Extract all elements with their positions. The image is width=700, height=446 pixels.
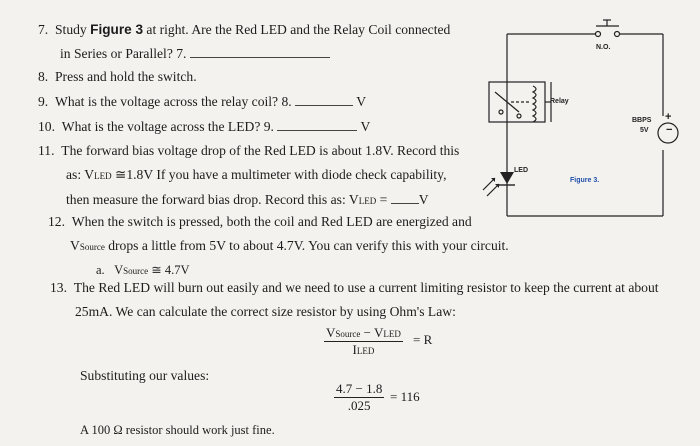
figure-reference: Figure 3 [90,22,144,37]
q12-sub-a-label: a. [96,263,105,277]
q7-line2-text: in Series or Parallel? 7. [60,46,187,61]
q8-number: 8. [38,69,49,84]
q12-vsource-sub: Source [79,242,105,252]
calc-denominator: .025 [347,398,371,413]
q12-sub-a-v: V [114,263,124,277]
relay-label: Relay [550,98,569,105]
q12-vsource-label: V [70,238,80,253]
q12-line1 [48,214,472,230]
q10-number: 10. [38,119,55,134]
q11-vled-sub-2: LED [358,196,377,206]
q12-sub-a-sub: Source [123,266,149,276]
calc-fraction [334,381,384,414]
q12-sub-a-value: ≅ 4.7V [148,263,190,277]
q11-number: 11. [38,143,55,158]
switch-label: N.O. [596,44,611,51]
q7-text-a: Study [55,22,91,37]
q8-text: Press and hold the switch. [55,69,197,84]
q13-number: 13. [50,280,67,295]
q11-equals: = [376,192,388,207]
q11-line3-text: then measure the forward bias drop. Record this as: V [66,192,359,207]
switch-contact-right [615,32,620,37]
q11-vled-label: as: V [66,167,95,182]
answer-blank-8[interactable] [295,93,353,106]
calc-numerator: 4.7 − 1.8 [336,381,383,396]
answer-blank-vled[interactable] [391,191,419,204]
q9-text: What is the voltage across the relay coil? 8. [55,94,292,109]
q7-line2 [60,45,330,62]
q11-unit: V [418,192,429,207]
q11-line3 [66,191,429,209]
formula-numerator [324,325,403,342]
q9-unit: V [356,94,367,109]
calc-result: = 116 [390,389,420,404]
q13-line2 [75,304,456,320]
q11-line1-text: The forward bias voltage drop of the Red LED is about 1.8V. Record this [61,143,460,158]
q9 [38,93,366,110]
formula-source-sub: Source [335,329,361,339]
battery-minus: − [666,124,673,136]
answer-blank-7[interactable] [190,45,330,58]
q12-line2 [70,238,509,255]
q11-line2-text: ≅1.8V If you have a multimeter with diode check capability, [111,167,447,182]
q10-text: What is the voltage across the LED? 9. [61,119,274,134]
q12-sub-a [96,262,189,279]
ohms-law-fraction [324,325,403,358]
relay-contact-a [499,110,503,114]
led-label: LED [514,167,528,174]
q7-text-b: at right. Are the Red LED and the Relay Coil connected [143,22,451,37]
q11-vled-sub: LED [94,171,112,181]
figure-caption: Figure 3. [570,177,600,184]
formula-i-sub: LED [356,346,375,356]
q12-line2-text: drops a little from 5V to about 4.7V. You can verify this with your circuit. [104,238,509,253]
formula-i: I [352,342,357,357]
formula-denominator [324,342,403,358]
formula-v: V [326,325,336,340]
battery-plus: + [665,111,672,123]
relay-contact-b [517,114,521,118]
q8 [38,69,197,85]
led-symbol [500,172,514,184]
formula-minus-v: − V [360,325,384,340]
q9-number: 9. [38,94,49,109]
q12-line1-text: When the switch is pressed, both the coil and Red LED are energized and [71,214,472,229]
formula-led-sub: LED [383,329,401,339]
answer-blank-9[interactable] [277,118,357,131]
relay-coil [533,86,536,122]
q12-number: 12. [48,214,65,229]
source-label: BBPS [632,117,652,124]
q10-unit: V [360,119,371,134]
q7-number: 7. [38,22,49,37]
q10 [38,118,370,135]
q11-line1 [38,143,459,159]
source-voltage: 5V [640,127,649,134]
q13-line2-text: 25mA. We can calculate the correct size resistor by using Ohm's Law: [75,304,456,319]
circuit-diagram [475,12,695,222]
q13-line1 [50,280,659,296]
q11-line2 [66,167,446,184]
q13-line1-text: The Red LED will burn out easily and we need to use a current limiting resistor to keep the current at about [73,280,659,295]
conclusion-text: A 100 Ω resistor should work just fine. [80,423,275,437]
substituting-label: Substituting our values: [80,368,210,383]
formula-equals-r: = R [413,332,433,347]
switch-contact-left [596,32,601,37]
q7-line1 [38,22,450,38]
